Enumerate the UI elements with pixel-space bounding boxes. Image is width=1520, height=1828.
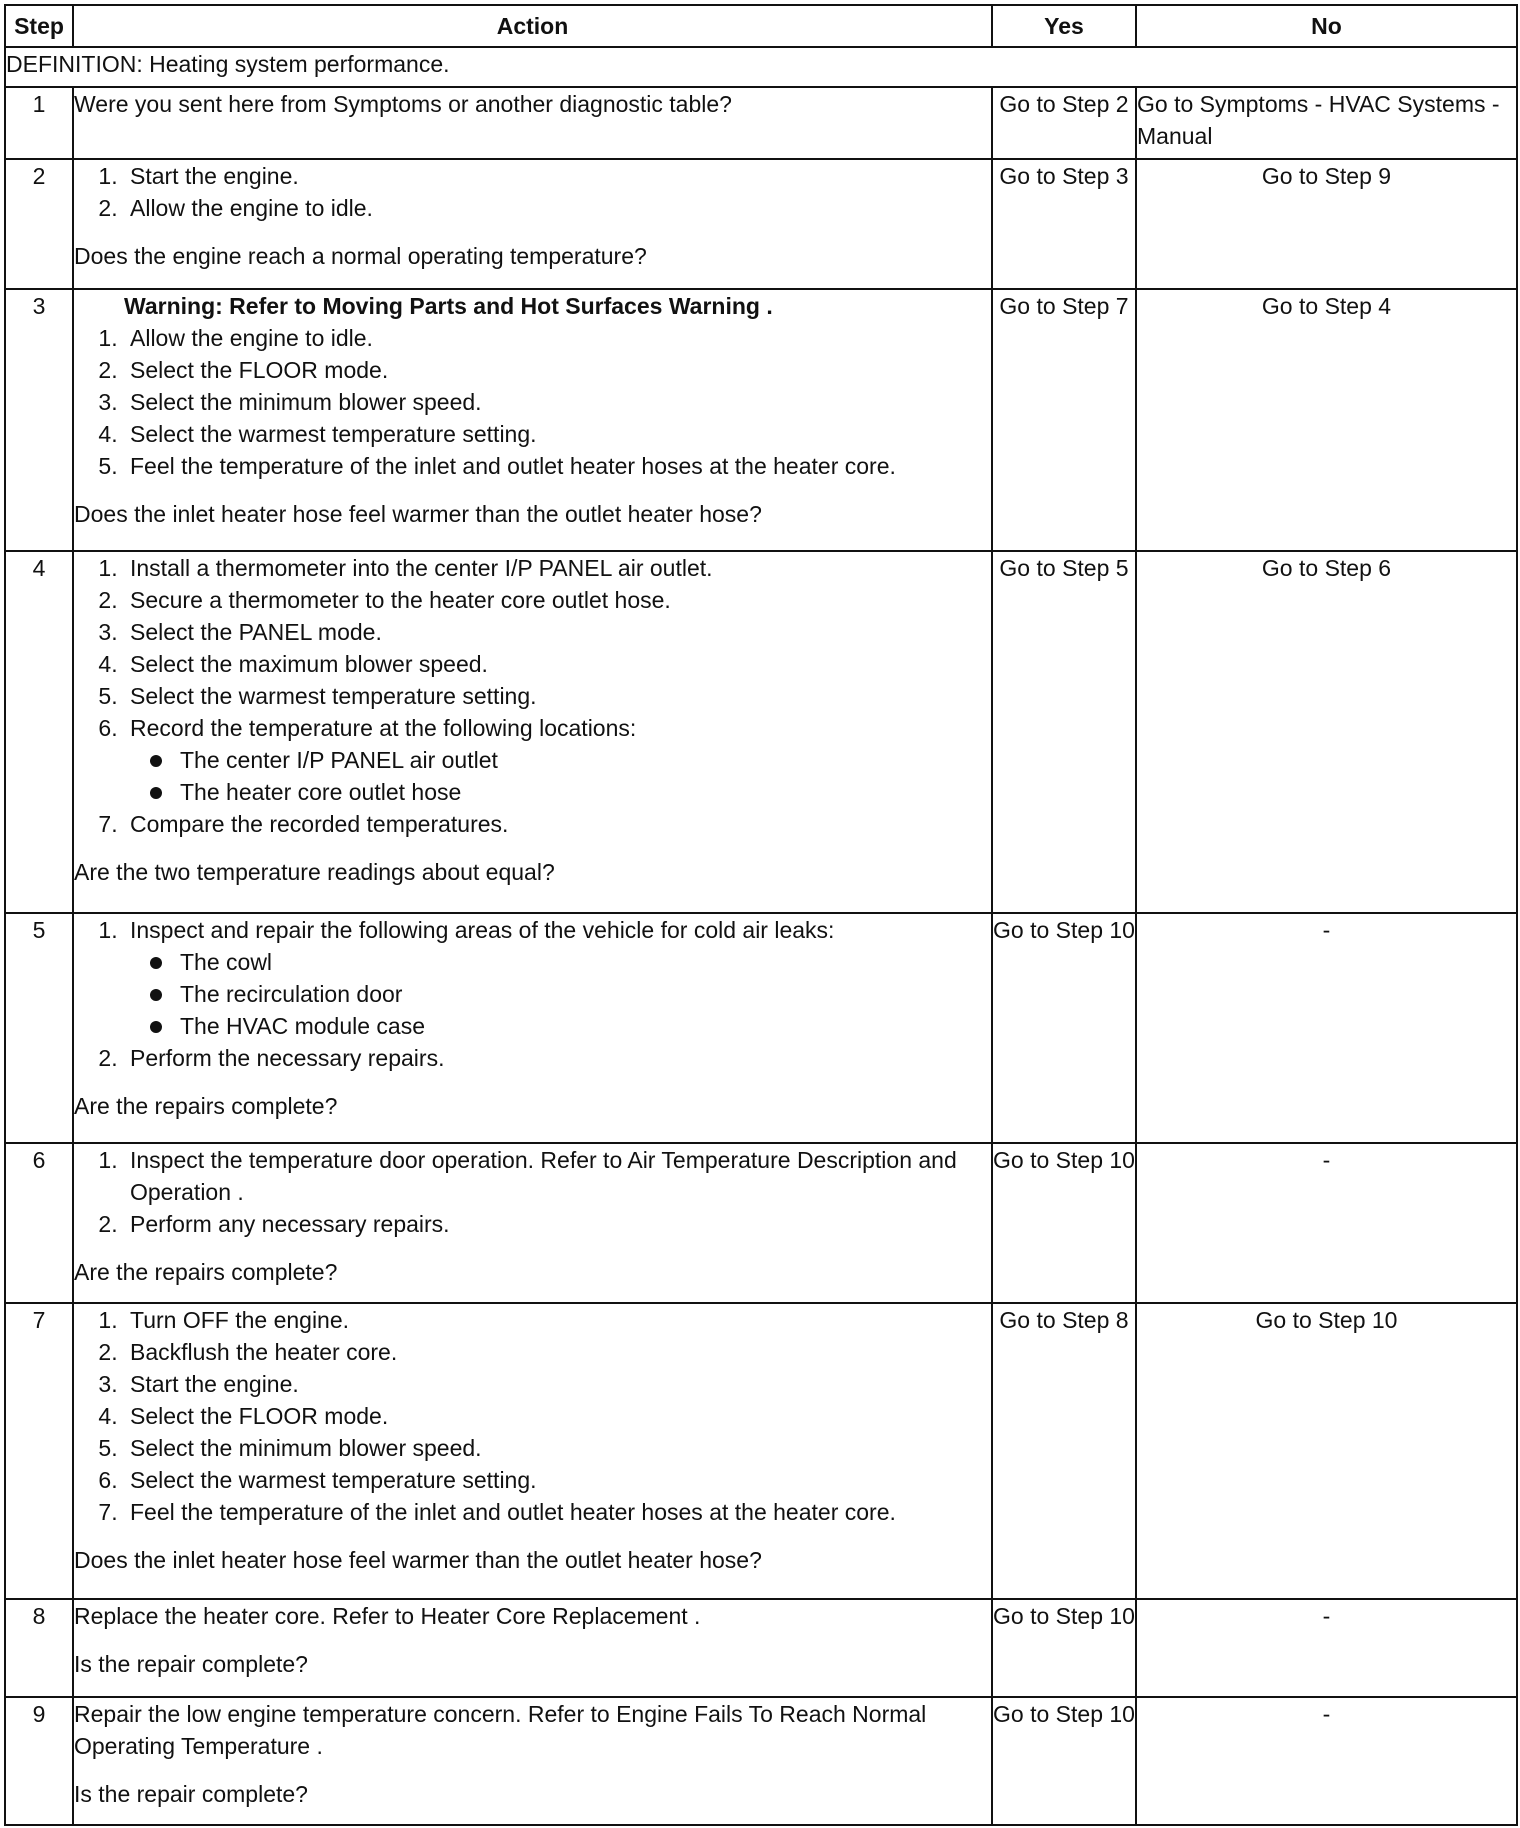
question-text: Are the two temperature readings about equal? (74, 859, 555, 885)
question-text: Does the inlet heater hose feel warmer than the outlet heater hose? (74, 501, 762, 527)
step-number: 1 (5, 87, 73, 159)
action-cell (73, 913, 992, 1143)
procedure-step: 5. Feel the temperature of the inlet and outlet heater hoses at the heater core. (124, 450, 991, 482)
action-text: Replace the heater core. Refer to Heater Core Replacement . (74, 1603, 701, 1629)
question-text: Are the repairs complete? (74, 1093, 338, 1119)
action-cell (73, 1143, 992, 1303)
procedure-step: 1. Turn OFF the engine. (124, 1304, 991, 1336)
yes-cell: Go to Step 10 (992, 1697, 1136, 1825)
bullet-item (180, 978, 991, 1010)
procedure-step: 2. Select the FLOOR mode. (124, 354, 991, 386)
step-number: 5 (5, 913, 73, 1143)
procedure-step: 2. Perform any necessary repairs. (124, 1208, 991, 1240)
header-yes: Yes (992, 5, 1136, 47)
step-row (5, 289, 1517, 551)
procedure-step: 1. Start the engine. (124, 160, 991, 192)
procedure-step: 6. Select the warmest temperature setting. (124, 1464, 991, 1496)
step-number: 4 (5, 551, 73, 913)
procedure-list (74, 914, 991, 1074)
bullet-icon (150, 957, 162, 969)
question-text: Is the repair complete? (74, 1651, 308, 1677)
no-cell: - (1136, 1697, 1517, 1825)
no-cell: - (1136, 1599, 1517, 1697)
definition-row (5, 47, 1517, 87)
diagnostic-table (4, 4, 1518, 1826)
no-cell: Go to Symptoms - HVAC Systems - Manual (1136, 87, 1517, 159)
no-cell: - (1136, 1143, 1517, 1303)
procedure-step: 5. Select the minimum blower speed. (124, 1432, 991, 1464)
action-text: Repair the low engine temperature concern. Refer to Engine Fails To Reach Normal Operating Temperature . (74, 1701, 927, 1759)
step-number: 2 (5, 159, 73, 289)
action-cell (73, 87, 992, 159)
header-step: Step (5, 5, 73, 47)
no-cell: Go to Step 9 (1136, 159, 1517, 289)
question-text: Does the engine reach a normal operating temperature? (74, 243, 647, 269)
bullet-text: The heater core outlet hose (180, 779, 462, 805)
bullet-icon (150, 755, 162, 767)
warning-text: Warning: Refer to Moving Parts and Hot Surfaces Warning . (124, 293, 773, 319)
step-row (5, 1599, 1517, 1697)
header-no: No (1136, 5, 1517, 47)
no-cell: Go to Step 6 (1136, 551, 1517, 913)
bullet-text: The HVAC module case (180, 1013, 426, 1039)
procedure-step: 2. Allow the engine to idle. (124, 192, 991, 224)
bullet-text: The cowl (180, 949, 273, 975)
action-cell (73, 551, 992, 913)
procedure-list (74, 322, 991, 482)
bullet-text: The recirculation door (180, 981, 403, 1007)
bullet-item (180, 776, 991, 808)
header-action: Action (73, 5, 992, 47)
procedure-step: 2. Backflush the heater core. (124, 1336, 991, 1368)
no-cell: Go to Step 4 (1136, 289, 1517, 551)
yes-cell: Go to Step 10 (992, 1599, 1136, 1697)
procedure-step-text: Inspect and repair the following areas of the vehicle for cold air leaks: (130, 917, 835, 943)
action-cell (73, 1599, 992, 1697)
procedure-step: 2. Perform the necessary repairs. (124, 1042, 991, 1074)
bullet-text: The center I/P PANEL air outlet (180, 747, 498, 773)
bullet-item (180, 744, 991, 776)
procedure-list (74, 160, 991, 224)
procedure-step: 7. Feel the temperature of the inlet and outlet heater hoses at the heater core. (124, 1496, 991, 1528)
step-row (5, 87, 1517, 159)
diagnostic-page (4, 4, 1516, 1824)
step-number: 3 (5, 289, 73, 551)
procedure-step-text: Record the temperature at the following locations: (130, 715, 637, 741)
procedure-step: 3. Start the engine. (124, 1368, 991, 1400)
procedure-step: 4. Select the warmest temperature setting. (124, 418, 991, 450)
action-cell (73, 159, 992, 289)
bullet-icon (150, 1021, 162, 1033)
bullet-icon (150, 989, 162, 1001)
header-row (5, 5, 1517, 47)
question-text: Are the repairs complete? (74, 1259, 338, 1285)
step-number: 8 (5, 1599, 73, 1697)
action-cell (73, 289, 992, 551)
procedure-list (74, 1304, 991, 1528)
procedure-step: 3. Select the PANEL mode. (124, 616, 991, 648)
step-row (5, 1697, 1517, 1825)
procedure-step: 3. Select the minimum blower speed. (124, 386, 991, 418)
action-cell (73, 1303, 992, 1599)
bullet-list (130, 946, 991, 1042)
procedure-step: 4. Select the maximum blower speed. (124, 648, 991, 680)
bullet-item (180, 1010, 991, 1042)
procedure-step: 1. Inspect the temperature door operation. Refer to Air Temperature Description and Operation . (124, 1144, 991, 1208)
procedure-step: 5. Select the warmest temperature setting. (124, 680, 991, 712)
step-row (5, 551, 1517, 913)
definition-text: DEFINITION: Heating system performance. (5, 47, 1517, 87)
procedure-step: 4. Select the FLOOR mode. (124, 1400, 991, 1432)
yes-cell: Go to Step 3 (992, 159, 1136, 289)
procedure-step: 7. Compare the recorded temperatures. (124, 808, 991, 840)
step-number: 7 (5, 1303, 73, 1599)
bullet-list (130, 744, 991, 808)
yes-cell: Go to Step 10 (992, 1143, 1136, 1303)
yes-cell: Go to Step 7 (992, 289, 1136, 551)
procedure-list (74, 552, 991, 840)
question-text: Is the repair complete? (74, 1781, 308, 1807)
procedure-step: 2. Secure a thermometer to the heater core outlet hose. (124, 584, 991, 616)
procedure-step: 1. Allow the engine to idle. (124, 322, 991, 354)
step-row (5, 159, 1517, 289)
yes-cell: Go to Step 5 (992, 551, 1136, 913)
action-text: Were you sent here from Symptoms or another diagnostic table? (74, 91, 732, 117)
step-row (5, 1143, 1517, 1303)
question-text: Does the inlet heater hose feel warmer than the outlet heater hose? (74, 1547, 762, 1573)
step-row (5, 1303, 1517, 1599)
procedure-step: 1. Install a thermometer into the center I/P PANEL air outlet. (124, 552, 991, 584)
step-number: 9 (5, 1697, 73, 1825)
step-row (5, 913, 1517, 1143)
procedure-list (74, 1144, 991, 1240)
bullet-icon (150, 787, 162, 799)
bullet-item (180, 946, 991, 978)
procedure-step (124, 914, 991, 1042)
no-cell: - (1136, 913, 1517, 1143)
step-number: 6 (5, 1143, 73, 1303)
action-cell (73, 1697, 992, 1825)
yes-cell: Go to Step 10 (992, 913, 1136, 1143)
no-cell: Go to Step 10 (1136, 1303, 1517, 1599)
procedure-step (124, 712, 991, 808)
yes-cell: Go to Step 2 (992, 87, 1136, 159)
yes-cell: Go to Step 8 (992, 1303, 1136, 1599)
